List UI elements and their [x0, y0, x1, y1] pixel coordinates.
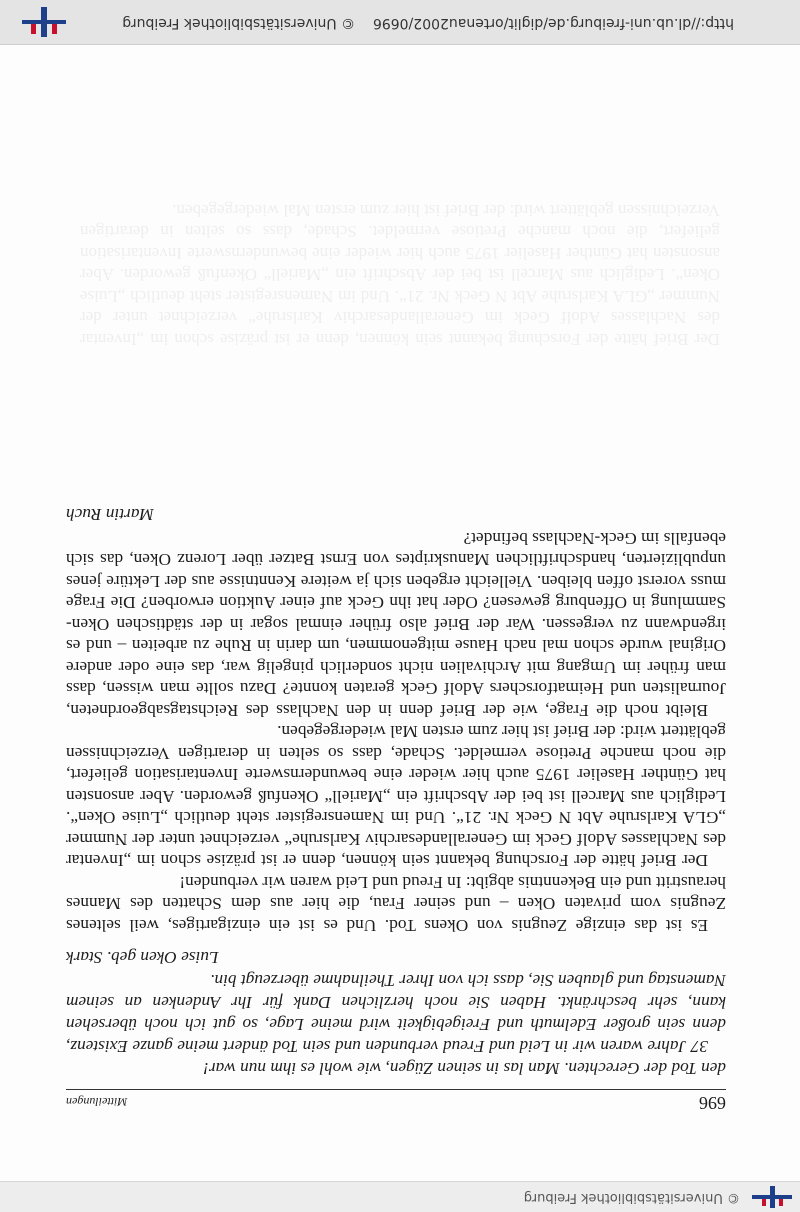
article-body	[66, 528, 726, 937]
page-number: 696	[699, 1093, 726, 1113]
scan-top-bar	[0, 1181, 800, 1212]
letter-signature: Luise Oken geb. Stark	[66, 948, 219, 967]
bar-copyright: © Universitätsbibliothek Freiburg	[122, 15, 356, 31]
source-url[interactable]: http://dl.ub.uni-freiburg.de/diglit/ortenau2002/0696 © Universitätsbibliothek Freiburg	[122, 15, 734, 31]
section-title: Mitteilungen	[66, 1095, 128, 1109]
library-logo-icon	[752, 1186, 792, 1208]
top-copyright: © Universitätsbibliothek Freiburg	[523, 1190, 740, 1205]
quote-line: 37 Jahre waren wir in Leid und Freud verbunden und sein Tod ändert meine ganze Existenz, denn sein großer Edelmuth und Freigebigkeit wird meine Lage, so gut ich noch übersehen kann, sehr beschränkt. Haben Sie noch herzlichen Dank für Ihr Andenken an seinem Namenstag und glauben Sie, dass ich von Ihrer Theilnahme überzeugt bin.	[66, 971, 726, 1056]
paragraph: Bleibt noch die Frage, wie der Brief denn in den Nachlass des Reichstagsabgeordneten, Journalisten und Heimatforschers Adolf Geck geraten konnte? Dazu sollte man wissen, dass man früher im Umgang mit Archivalien nicht sonderlich pingelig war, das eine oder andere Original wurde schon mal nach Hause mitgenommen, um darin in Ruhe zu arbeiten – und es irgendwann zu vergessen. War der Brief also früher einmal sogar in der städtischen Oken-Sammlung in Offenburg gewesen? Oder hat ihn Geck auf einer Auktion erworben? Die Frage muss vorerst offen bleiben. Vielleicht ergeben sich ja weitere Kenntnisse aus der Lektüre jenes unpublizierten, handschriftlichen Manuskriptes von Ernst Batzer über Lorenz Oken, das sich ebenfalls im Geck-Nachlass befindet?	[66, 529, 726, 720]
university-logo-icon	[22, 7, 66, 37]
quote-line: den Tod der Gerechten. Man las in seinen Zügen, wie wohl es ihm nun war!	[203, 1059, 726, 1078]
paragraph: Der Brief hätte der Forschung bekannt sein können, denn er ist präzise schon im „Inventar des Nachlasses Adolf Geck im Generallandesarchiv Karlsruhe“ verzeichnet unter der Nummer „GLA Karlsruhe Abt N Geck Nr. 21“. Und im Namensregister steht deutlich „Luise Oken“. Lediglich aus Marcell ist bei der Abschrift ein „Mariell“ Okenfuß geworden. Aber ansonsten hat Günther Haselier 1975 auch hier wieder eine bewundernswerte Inventarisation geliefert, die noch manche Pretiose vermeldet. Schade, dass so selten in derartigen Verzeichnissen geblättert wird: der Brief ist hier zum ersten Mal wiedergegeben.	[66, 722, 726, 871]
letter-quote	[66, 969, 726, 1079]
document-page	[66, 504, 726, 1115]
bleed-through-text: Der Brief hätte der Forschung bekannt sein können, denn er ist präzise schon im „Inventar des Nachlasses Adolf Geck im Generallandesarchiv Karlsruhe“ verzeichnet unter der Nummer „GLA Karlsruhe Abt N Geck Nr. 21“. Und im Namensregister steht deutlich „Luise Oken“. Lediglich aus Marcell ist bei der Abschrift ein „Mariell“ Okenfuß geworden. Aber ansonsten hat Günther Haselier 1975 auch hier wieder eine bewundernswerte Inventarisation geliefert, die noch manche Pretiose vermeldet. Schade, dass so selten in derartigen Verzeichnissen geblättert wird: der Brief ist hier zum ersten Mal wiedergegeben.	[80, 201, 720, 349]
paragraph: Es ist das einzige Zeugnis von Okens Tod. Und es ist ein einzigartiges, weil seltenes Zeugnis vom privaten Oken – und seiner Frau, die hier aus dem Schatten des Mannes heraustritt und ein Bekenntnis abgibt: In Freud und Leid waren wir verbunden!	[66, 873, 726, 935]
author-name: Martin Ruch	[66, 505, 154, 525]
url-bar	[0, 0, 800, 45]
running-head	[66, 1089, 726, 1114]
